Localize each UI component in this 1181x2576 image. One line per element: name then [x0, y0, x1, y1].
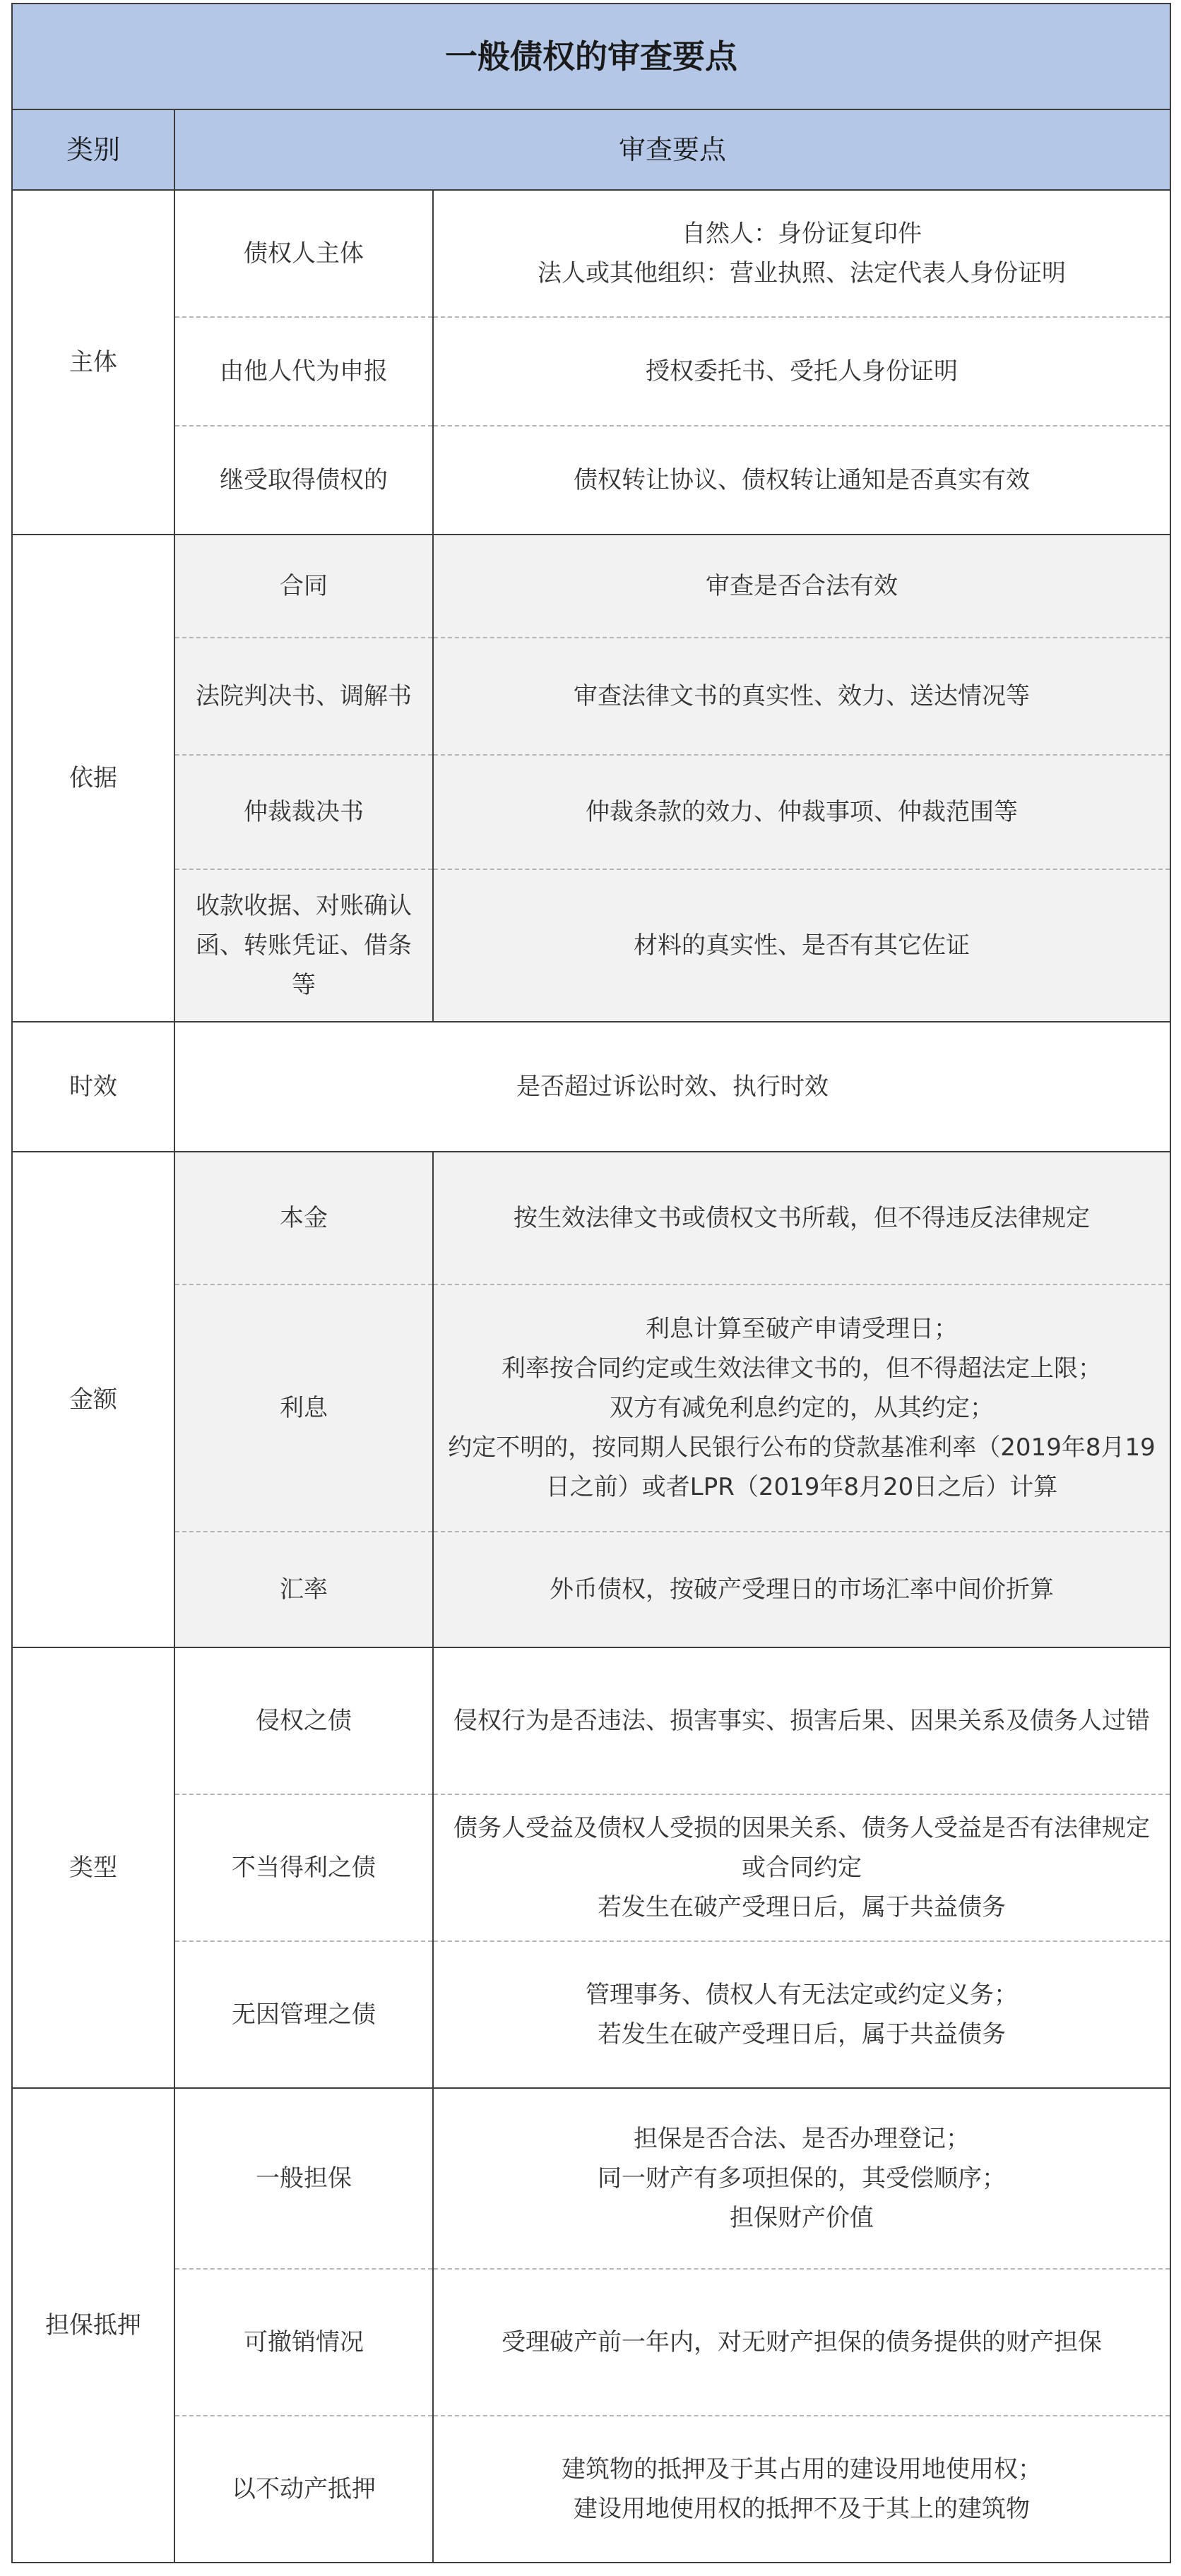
review-point-cell — [433, 1941, 1170, 2088]
review-point-line: 约定不明的，按同期人民银行公布的贷款基准利率（2019年8月19日之前）或者LPR（2019年8月20日之后）计算 — [448, 1433, 1156, 1501]
review-point-cell — [433, 2088, 1170, 2269]
review-point-cell — [433, 869, 1170, 1022]
review-point-cell — [433, 638, 1170, 755]
category-cell: 金额 — [12, 1152, 174, 1647]
review-point-line: 双方有减免利息约定的，从其约定； — [610, 1394, 995, 1422]
review-points-table — [11, 3, 1171, 2563]
table-row — [12, 426, 1170, 535]
table-row — [12, 317, 1170, 426]
review-point-cell — [433, 1532, 1170, 1647]
review-point-line: 受理破产前一年内，对无财产担保的债务提供的财产担保 — [502, 2328, 1103, 2356]
table-row — [12, 1284, 1170, 1532]
subcategory-cell: 利息 — [174, 1284, 433, 1532]
review-point-line: 自然人：身份证复印件 — [682, 220, 922, 248]
table-row — [12, 1532, 1170, 1647]
review-point-cell — [433, 317, 1170, 426]
subcategory-cell: 继受取得债权的 — [174, 426, 433, 535]
subcategory-cell: 债权人主体 — [174, 190, 433, 317]
review-point-line: 债权转让协议、债权转让通知是否真实有效 — [574, 466, 1031, 494]
subcategory-cell: 无因管理之债 — [174, 1941, 433, 2088]
table-row — [12, 638, 1170, 755]
review-point-line: 侵权行为是否违法、损害事实、损害后果、因果关系及债务人过错 — [453, 1707, 1151, 1735]
subcategory-cell: 汇率 — [174, 1532, 433, 1647]
category-cell: 时效 — [12, 1022, 174, 1152]
review-point-line: 同一财产有多项担保的，其受偿顺序； — [598, 2164, 1007, 2193]
table-row — [12, 1941, 1170, 2088]
table-row — [12, 1152, 1170, 1284]
review-point-cell — [433, 2269, 1170, 2416]
table-body — [12, 4, 1170, 2563]
review-point-line: 按生效法律文书或债权文书所载，但不得违反法律规定 — [514, 1204, 1091, 1232]
header-points: 审查要点 — [174, 109, 1170, 190]
table-row — [12, 2416, 1170, 2563]
category-cell: 担保抵押 — [12, 2088, 174, 2563]
review-point-cell — [433, 1284, 1170, 1532]
header-category: 类别 — [12, 109, 174, 190]
review-point-cell — [433, 426, 1170, 535]
review-point-cell — [433, 535, 1170, 638]
review-point-line: 材料的真实性、是否有其它佐证 — [634, 931, 971, 960]
review-point-cell — [433, 1152, 1170, 1284]
subcategory-cell: 以不动产抵押 — [174, 2416, 433, 2563]
subcategory-cell: 法院判决书、调解书 — [174, 638, 433, 755]
review-point-line: 是否超过诉讼时效、执行时效 — [516, 1073, 829, 1101]
review-point-line: 利率按合同约定或生效法律文书的，但不得超法定上限； — [502, 1354, 1103, 1383]
review-point-line: 外币债权，按破产受理日的市场汇率中间价折算 — [550, 1575, 1055, 1604]
table-row — [12, 1022, 1170, 1152]
review-point-line: 债务人受益及债权人受损的因果关系、债务人受益是否有法律规定或合同约定 — [453, 1814, 1151, 1882]
subcategory-cell: 收款收据、对账确认函、转账凭证、借条等 — [174, 869, 433, 1022]
category-cell: 依据 — [12, 535, 174, 1022]
review-point-cell — [433, 2416, 1170, 2563]
review-point-line: 法人或其他组织：营业执照、法定代表人身份证明 — [538, 259, 1067, 287]
table-row — [12, 869, 1170, 1022]
review-point-line: 建设用地使用权的抵押不及于其上的建筑物 — [574, 2495, 1031, 2523]
title-row — [12, 4, 1170, 109]
subcategory-cell: 合同 — [174, 535, 433, 638]
review-point-line: 担保财产价值 — [730, 2204, 874, 2232]
subcategory-cell: 由他人代为申报 — [174, 317, 433, 426]
review-point-line: 授权委托书、受托人身份证明 — [646, 357, 959, 386]
review-point-line: 审查法律文书的真实性、效力、送达情况等 — [574, 682, 1031, 710]
table-row — [12, 755, 1170, 869]
review-point-line: 仲裁条款的效力、仲裁事项、仲裁范围等 — [586, 798, 1019, 826]
subcategory-cell: 侵权之债 — [174, 1647, 433, 1794]
review-point-line: 审查是否合法有效 — [706, 572, 898, 600]
category-cell: 类型 — [12, 1647, 174, 2088]
subcategory-cell: 可撤销情况 — [174, 2269, 433, 2416]
subcategory-cell: 不当得利之债 — [174, 1794, 433, 1941]
review-point-cell — [433, 755, 1170, 869]
table-row — [12, 190, 1170, 317]
review-point-cell — [433, 1647, 1170, 1794]
table-row — [12, 1647, 1170, 1794]
table-row — [12, 1794, 1170, 1941]
subcategory-cell: 仲裁裁决书 — [174, 755, 433, 869]
review-point-line: 若发生在破产受理日后，属于共益债务 — [598, 2020, 1007, 2049]
table-title: 一般债权的审查要点 — [12, 4, 1170, 109]
subcategory-cell: 一般担保 — [174, 2088, 433, 2269]
review-point-cell — [174, 1022, 1170, 1152]
subcategory-cell: 本金 — [174, 1152, 433, 1284]
review-point-line: 利息计算至破产申请受理日； — [646, 1315, 959, 1343]
table-row — [12, 535, 1170, 638]
table-row — [12, 2269, 1170, 2416]
category-cell: 主体 — [12, 190, 174, 535]
table-row — [12, 2088, 1170, 2269]
review-point-line: 若发生在破产受理日后，属于共益债务 — [598, 1893, 1007, 1921]
review-point-line: 管理事务、债权人有无法定或约定义务； — [586, 1981, 1019, 2009]
review-point-cell — [433, 190, 1170, 317]
header-row — [12, 109, 1170, 190]
review-point-line: 建筑物的抵押及于其占用的建设用地使用权； — [562, 2455, 1043, 2483]
review-point-cell — [433, 1794, 1170, 1941]
review-point-line: 担保是否合法、是否办理登记； — [634, 2125, 971, 2153]
